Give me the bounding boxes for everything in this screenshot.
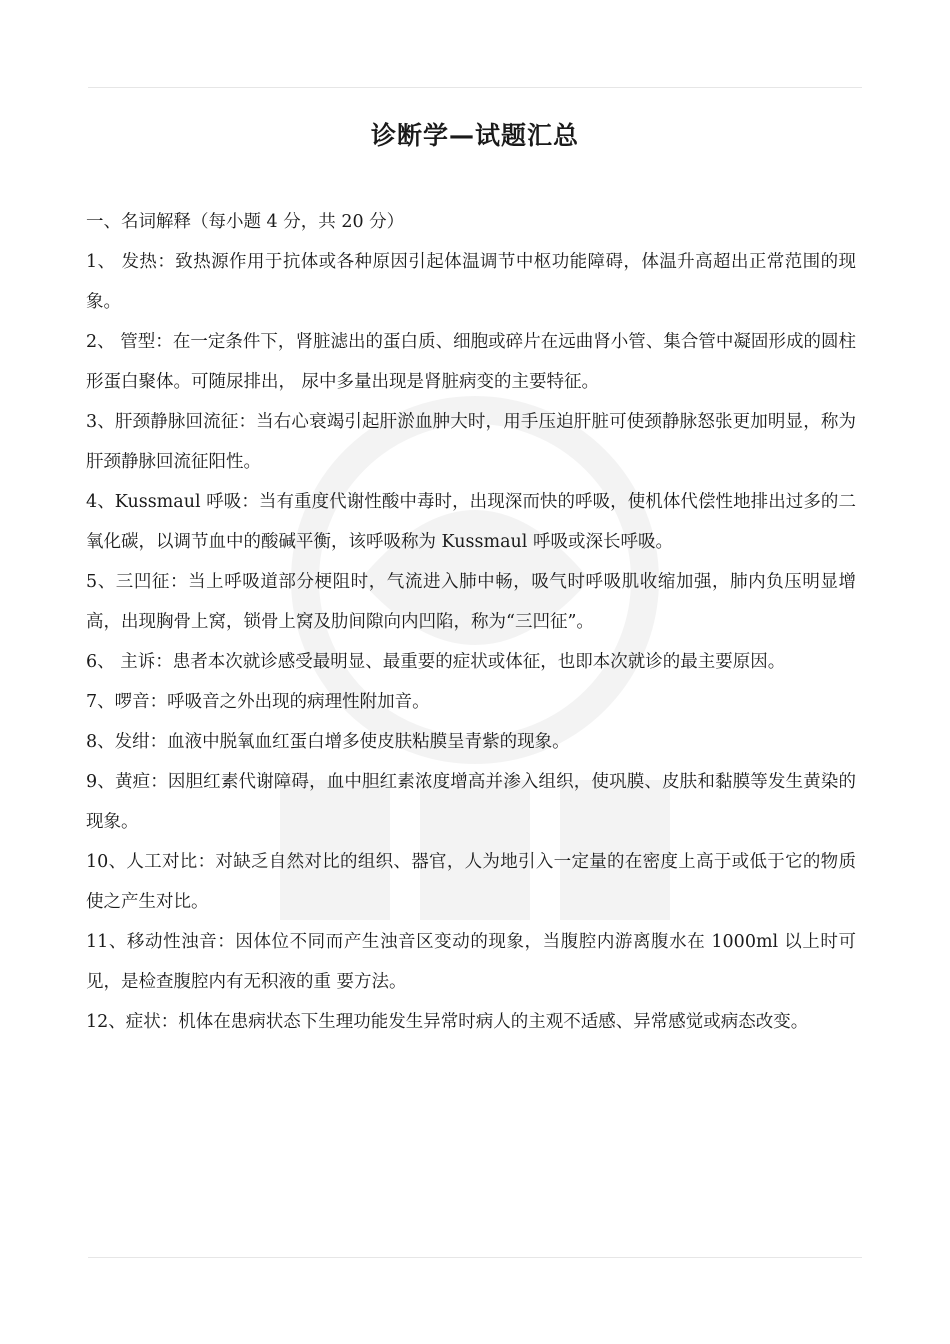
- item-term: 啰音：: [114, 692, 168, 712]
- item-definition: 血液中脱氧血红蛋白增多使皮肤粘膜呈青紫的现象。: [167, 732, 570, 752]
- item-number: 8、: [86, 732, 115, 752]
- item-term: 主诉：: [120, 652, 173, 672]
- item-term: 移动性浊音：: [126, 932, 236, 952]
- list-item: [86, 1002, 856, 1042]
- item-term: 管型：: [120, 332, 173, 352]
- item-number: 2、: [86, 332, 121, 352]
- item-definition: 因胆红素代谢障碍，血中胆红素浓度增高并渗入组织，使巩膜、皮肤和黏膜等发生黄染的现象。: [86, 772, 857, 832]
- item-number: 10、: [86, 852, 127, 872]
- item-definition: 在一定条件下，肾脏滤出的蛋白质、细胞或碎片在远曲肾小管、集合管中凝固形成的圆柱形蛋白聚体。可随尿排出， 尿中多量出现是肾脏病变的主要特征。: [86, 332, 857, 392]
- item-definition: 患者本次就诊感受最明显、最重要的症状或体征，也即本次就诊的最主要原因。: [172, 652, 786, 672]
- item-number: 5、: [86, 572, 116, 592]
- item-term: 人工对比：: [126, 852, 216, 872]
- list-item: [86, 842, 856, 922]
- list-item: [86, 322, 856, 402]
- item-definition: 当右心衰竭引起肝淤血肿大时，用手压迫肝脏可使颈静脉怒张更加明显，称为肝颈静脉回流征阳性。: [86, 412, 857, 472]
- item-definition: 因体位不同而产生浊音区变动的现象，当腹腔内游离腹水在 1000ml 以上时可见，是检查腹腔内有无积液的重 要方法。: [86, 932, 856, 992]
- item-definition: 当有重度代谢性酸中毒时，出现深而快的呼吸，使机体代偿性地排出过多的二氧化碳，以调节血中的酸碱平衡，该呼吸称为 Kussmaul 呼吸或深长呼吸。: [86, 492, 856, 552]
- list-item: [86, 682, 856, 722]
- item-definition: 当上呼吸道部分梗阻时，气流进入肺中畅，吸气时呼吸肌收缩加强，肺内负压明显增高，出现胸骨上窝，锁骨上窝及肋间隙向内凹陷，称为“三凹征”。: [86, 572, 857, 632]
- list-item: [86, 762, 856, 842]
- list-item: [86, 242, 856, 322]
- item-definition: 机体在患病状态下生理功能发生异常时病人的主观不适感、异常感觉或病态改变。: [178, 1012, 809, 1032]
- item-number: 4、: [86, 492, 115, 512]
- list-item: [86, 642, 856, 682]
- item-term: 症状：: [125, 1012, 179, 1032]
- item-definition: 对缺乏自然对比的组织、器官，人为地引入一定量的在密度上高于或低于它的物质使之产生对比。: [86, 852, 856, 912]
- item-number: 6、: [86, 652, 121, 672]
- item-term: 黄疸：: [114, 772, 168, 792]
- item-term: 三凹征：: [115, 572, 189, 592]
- document-body: [86, 202, 856, 1042]
- item-number: 1、: [86, 252, 122, 272]
- item-number: 9、: [86, 772, 115, 792]
- list-item: [86, 482, 856, 562]
- header-rule: [88, 87, 862, 88]
- item-term: Kussmaul 呼吸：: [114, 492, 259, 512]
- list-item: [86, 922, 856, 1002]
- item-definition: 致热源作用于抗体或各种原因引起体温调节中枢功能障碍，体温升高超出正常范围的现象。: [86, 252, 857, 312]
- list-item: [86, 402, 856, 482]
- item-number: 3、: [86, 412, 115, 432]
- item-term: 肝颈静脉回流征：: [114, 412, 257, 432]
- page-title: 诊断学—试题汇总: [370, 121, 579, 150]
- list-item: [86, 722, 856, 762]
- section-heading: 一、名词解释（每小题 4 分，共 20 分）: [86, 212, 405, 232]
- item-number: 12、: [86, 1012, 126, 1032]
- list-item: [86, 562, 856, 642]
- item-definition: 呼吸音之外出现的病理性附加音。: [167, 692, 430, 712]
- item-number: 11、: [86, 932, 127, 952]
- item-term: 发热：: [121, 252, 176, 272]
- footer-rule: [88, 1257, 862, 1258]
- item-number: 7、: [86, 692, 115, 712]
- item-term: 发绀：: [114, 732, 168, 752]
